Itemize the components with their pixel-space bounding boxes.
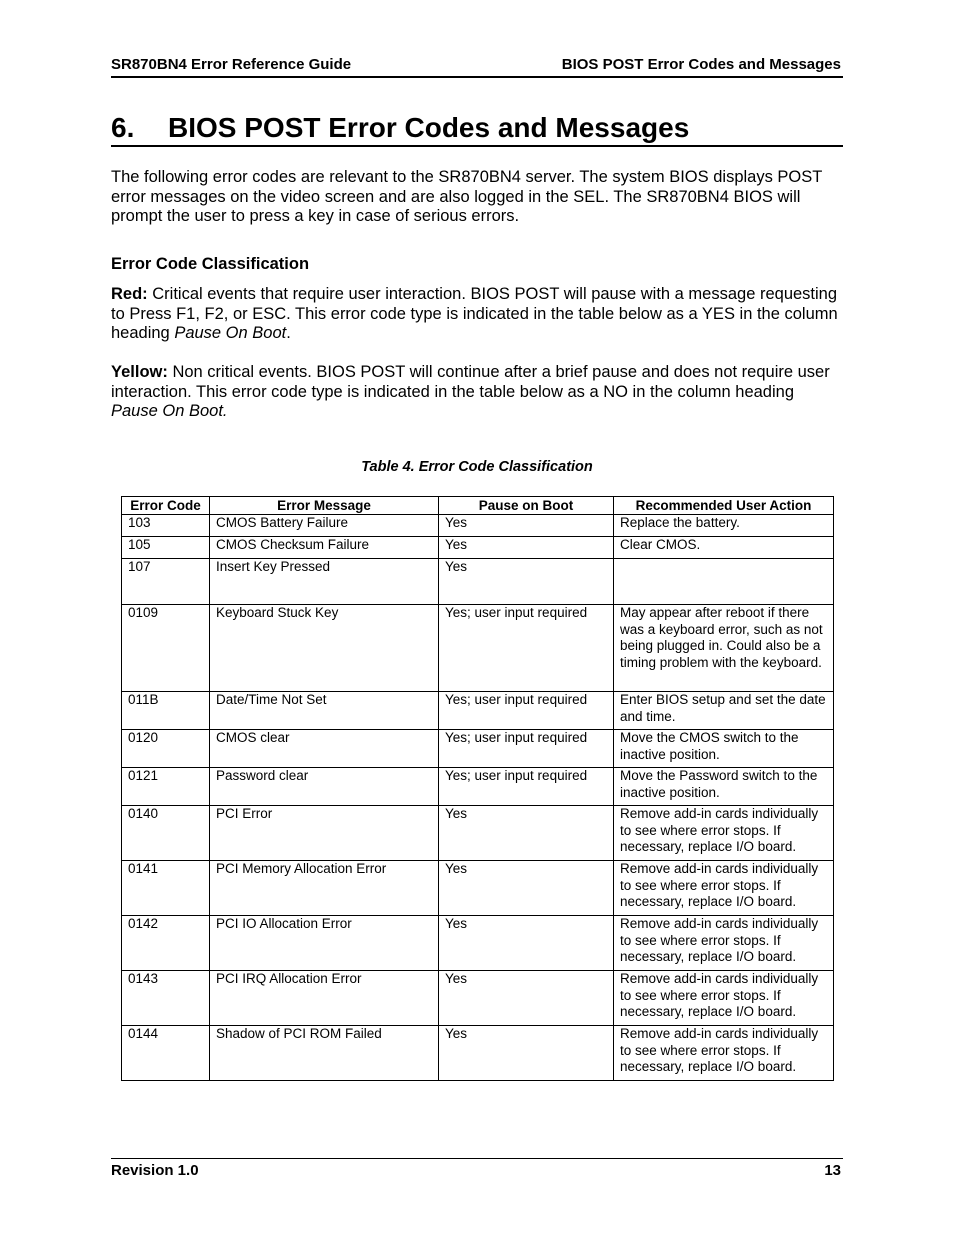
cell-message: PCI Error [210,806,439,861]
cell-code: 0140 [122,806,210,861]
header-doc-title: SR870BN4 Error Reference Guide [111,56,352,73]
cell-message: PCI Memory Allocation Error [210,861,439,916]
table-row [122,768,834,806]
header-pause-on-boot: Pause on Boot [439,497,614,515]
red-text: Critical events that require user interaction. BIOS POST will pause with a message requesting to Press F1, F2, or ESC. This error code type is indicated in the table below as a YES in the column heading [111,285,838,342]
table-row [122,806,834,861]
red-label: Red: [111,285,148,303]
table-row [122,537,834,559]
cell-message: CMOS Battery Failure [210,515,439,537]
cell-action: Clear CMOS. [614,537,834,559]
cell-message: CMOS clear [210,730,439,768]
cell-action: Remove add-in cards individually to see where error stops. If necessary, replace I/O board. [614,861,834,916]
cell-pause: Yes [439,559,614,605]
yellow-label: Yellow: [111,363,168,381]
header-section-title: BIOS POST Error Codes and Messages [561,56,841,73]
cell-pause: Yes; user input required [439,768,614,806]
cell-code: 105 [122,537,210,559]
cell-code: 0121 [122,768,210,806]
chapter-title: BIOS POST Error Codes and Messages [168,112,690,143]
table-caption: Table 4. Error Code Classification [361,459,593,475]
cell-pause: Yes [439,861,614,916]
footer-revision: Revision 1.0 [111,1162,199,1179]
cell-code: 0142 [122,916,210,971]
page-footer [111,1158,843,1189]
intro-paragraph: The following error codes are relevant to the SR870BN4 server. The system BIOS displays POST error messages on the video screen and are also logged in the SEL. The SR870BN4 BIOS will prompt the user to press a key in case of serious errors. [111,168,823,225]
cell-code: 0120 [122,730,210,768]
table-row [122,916,834,971]
cell-message: PCI IO Allocation Error [210,916,439,971]
footer-page-number: 13 [824,1162,841,1179]
cell-action: Remove add-in cards individually to see where error stops. If necessary, replace I/O board. [614,971,834,1026]
red-paragraph [111,285,841,344]
cell-message: Insert Key Pressed [210,559,439,605]
cell-message: Date/Time Not Set [210,692,439,730]
cell-pause: Yes; user input required [439,730,614,768]
cell-pause: Yes; user input required [439,692,614,730]
table-header-row [122,497,834,515]
header-recommended-action: Recommended User Action [614,497,834,515]
cell-action: May appear after reboot if there was a keyboard error, such as not being plugged in. Could also be a timing problem with the keyboard. [614,605,834,692]
cell-pause: Yes [439,515,614,537]
cell-code: 107 [122,559,210,605]
cell-pause: Yes [439,1026,614,1081]
yellow-paragraph [111,363,841,422]
cell-action: Replace the battery. [614,515,834,537]
cell-action: Remove add-in cards individually to see where error stops. If necessary, replace I/O board. [614,916,834,971]
table-row [122,605,834,692]
cell-pause: Yes [439,806,614,861]
cell-code: 0143 [122,971,210,1026]
cell-action: Move the CMOS switch to the inactive position. [614,730,834,768]
cell-message: Shadow of PCI ROM Failed [210,1026,439,1081]
cell-code: 0144 [122,1026,210,1081]
cell-pause: Yes; user input required [439,605,614,692]
yellow-emphasis: Pause On Boot. [111,402,228,420]
cell-action: Remove add-in cards individually to see where error stops. If necessary, replace I/O board. [614,806,834,861]
chapter-number: 6. [111,112,135,143]
red-emphasis: Pause On Boot [174,324,287,342]
cell-pause: Yes [439,971,614,1026]
cell-code: 0141 [122,861,210,916]
header-error-message: Error Message [210,497,439,515]
cell-code: 0109 [122,605,210,692]
header-error-code: Error Code [122,497,210,515]
table-row [122,861,834,916]
classification-heading: Error Code Classification [111,255,310,273]
yellow-text: Non critical events. BIOS POST will continue after a brief pause and does not require user interaction. This error code type is indicated in the table below as a NO in the column heading [111,363,830,401]
cell-pause: Yes [439,916,614,971]
cell-message: Password clear [210,768,439,806]
error-code-table [121,496,834,1081]
cell-code: 011B [122,692,210,730]
cell-code: 103 [122,515,210,537]
table-row [122,559,834,605]
table-row [122,730,834,768]
cell-action: Enter BIOS setup and set the date and time. [614,692,834,730]
cell-message: PCI IRQ Allocation Error [210,971,439,1026]
cell-action [614,559,834,605]
table-row [122,692,834,730]
cell-pause: Yes [439,537,614,559]
cell-action: Move the Password switch to the inactive position. [614,768,834,806]
chapter-heading [111,108,843,147]
cell-message: CMOS Checksum Failure [210,537,439,559]
cell-message: Keyboard Stuck Key [210,605,439,692]
page-header [111,54,843,78]
table-row [122,515,834,537]
red-end: . [286,324,291,342]
table-row [122,1026,834,1081]
cell-action: Remove add-in cards individually to see where error stops. If necessary, replace I/O board. [614,1026,834,1081]
table-row [122,971,834,1026]
